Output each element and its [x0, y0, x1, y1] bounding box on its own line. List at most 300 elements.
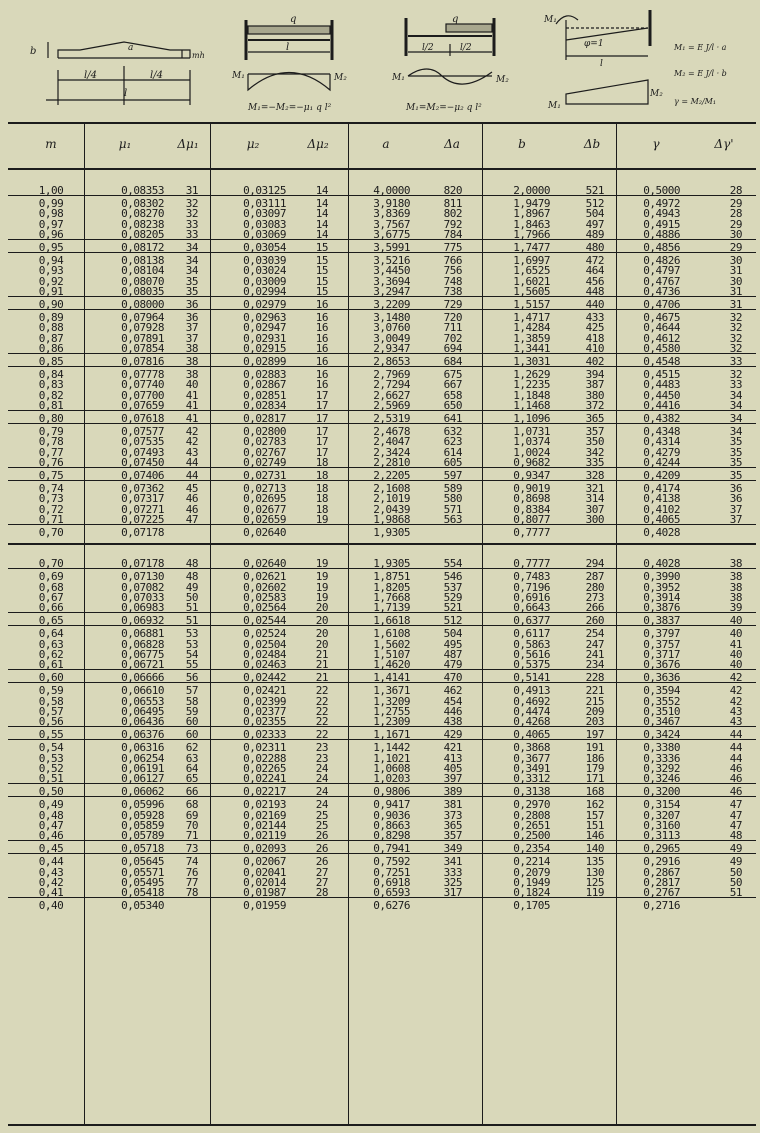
group-separator — [8, 296, 756, 297]
cell-m: 0,69 — [38, 570, 64, 584]
cell-b: 0,3491 — [513, 761, 550, 775]
cell-dmu1: 41 — [185, 388, 198, 402]
cell-mu1: 0,07130 — [121, 570, 164, 584]
cell-mu2: 0,02749 — [243, 455, 286, 469]
cell-a: 1,2309 — [373, 715, 410, 728]
cell-mu2: 0,02883 — [243, 368, 286, 382]
cell-mu1: 0,08238 — [121, 217, 164, 231]
cell-m: 0,63 — [38, 637, 64, 651]
cell-g: 0,4416 — [643, 398, 680, 412]
group-separator — [8, 682, 756, 683]
cell-dmu2: 17 — [315, 388, 328, 402]
cell-dmu1: 38 — [185, 355, 198, 368]
cell-dg: 44 — [729, 741, 742, 755]
cell-mu2: 0,03009 — [243, 274, 286, 288]
cell-b: 1,7966 — [513, 227, 550, 241]
cell-a: 2,1608 — [373, 482, 410, 496]
header-dmu1: Δμ₁ — [177, 137, 199, 151]
cell-a: 1,3209 — [373, 694, 410, 708]
cell-db: 294 — [585, 557, 604, 571]
cell-db: 186 — [585, 751, 604, 765]
cell-da: 487 — [443, 647, 462, 661]
cell-m: 0,78 — [38, 435, 64, 449]
cell-m: 0,88 — [38, 321, 64, 335]
cell-dmu1: 70 — [185, 818, 198, 832]
cell-a: 2,9347 — [373, 341, 410, 355]
cell-m: 0,72 — [38, 502, 64, 516]
cell-dg: 34 — [729, 388, 742, 402]
cell-b: 0,7196 — [513, 580, 550, 594]
cell-mu2: 0,02504 — [243, 637, 286, 651]
cell-dmu1: 43 — [185, 445, 198, 459]
cell-g: 0,4138 — [643, 492, 680, 506]
group-separator — [8, 353, 756, 354]
cell-b: 0,9682 — [513, 455, 550, 469]
cell-dg: 30 — [729, 274, 742, 288]
cell-da: 820 — [443, 184, 462, 197]
table-row — [8, 526, 756, 539]
cell-dmu1: 42 — [185, 435, 198, 449]
cell-mu1: 0,07082 — [121, 580, 164, 594]
cell-dmu1: 57 — [185, 684, 198, 698]
cell-da: 811 — [443, 197, 462, 211]
cell-da: 605 — [443, 455, 462, 469]
cell-db: 497 — [585, 217, 604, 231]
cell-dmu1: 54 — [185, 647, 198, 661]
cell-mu2: 0,02851 — [243, 388, 286, 402]
cell-m: 0,80 — [38, 412, 64, 425]
cell-g: 0,4915 — [643, 217, 680, 231]
cell-b: 1,3031 — [513, 355, 550, 368]
cell-b: 0,2500 — [513, 829, 550, 842]
header-b: b — [518, 137, 526, 151]
cell-mu2: 0,02484 — [243, 647, 286, 661]
cell-dmu1: 36 — [185, 311, 198, 325]
cell-da: 479 — [443, 658, 462, 671]
cell-dg: 51 — [729, 886, 742, 899]
cell-da: 421 — [443, 741, 462, 755]
cell-dmu2: 23 — [315, 751, 328, 765]
cell-dmu2: 16 — [315, 341, 328, 355]
cell-b: 1,6021 — [513, 274, 550, 288]
diagram4-formula-gamma: γ = M₂/M₁ — [674, 97, 717, 106]
cell-da: 470 — [443, 671, 462, 685]
cell-mu2: 0,02442 — [243, 671, 286, 685]
cell-mu1: 0,05718 — [121, 842, 164, 856]
cell-dmu1: 37 — [185, 331, 198, 345]
cell-m: 0,67 — [38, 590, 64, 604]
cell-mu2: 0,02899 — [243, 355, 286, 368]
cell-db: 241 — [585, 647, 604, 661]
cell-mu2: 0,03024 — [243, 264, 286, 278]
cell-mu1: 0,07493 — [121, 445, 164, 459]
cell-dmu1: 44 — [185, 469, 198, 482]
cell-dmu1: 78 — [185, 886, 198, 899]
cell-db: 197 — [585, 728, 604, 742]
cell-dmu2: 18 — [315, 455, 328, 469]
cell-g: 0,3636 — [643, 671, 680, 685]
cell-b: 0,2970 — [513, 798, 550, 812]
cell-dmu2: 20 — [315, 601, 328, 614]
cell-g: 0,4102 — [643, 502, 680, 516]
cell-mu2: 0,02817 — [243, 412, 286, 425]
cell-a: 1,0203 — [373, 772, 410, 785]
group-separator — [8, 625, 756, 626]
cell-m: 0,92 — [38, 274, 64, 288]
cell-g: 0,3424 — [643, 728, 680, 742]
cell-mu2: 0,02119 — [243, 829, 286, 842]
cell-dg: 46 — [729, 772, 742, 785]
cell-da: 397 — [443, 772, 462, 785]
cell-da: 684 — [443, 355, 462, 368]
cell-dmu1: 71 — [185, 829, 198, 842]
cell-da: 738 — [443, 284, 462, 298]
cell-b: 0,7777 — [513, 557, 550, 571]
cell-dmu2: 17 — [315, 425, 328, 439]
cell-dmu1: 37 — [185, 321, 198, 335]
cell-dmu1: 48 — [185, 557, 198, 571]
cell-dg: 31 — [729, 284, 742, 298]
cell-da: 748 — [443, 274, 462, 288]
cell-a: 0,9417 — [373, 798, 410, 812]
header-mu1: μ₁ — [118, 137, 132, 151]
cell-dmu1: 50 — [185, 590, 198, 604]
cell-dmu2: 19 — [315, 580, 328, 594]
cell-b: 1,4717 — [513, 311, 550, 325]
cell-b: 0,4692 — [513, 694, 550, 708]
cell-g: 0,3154 — [643, 798, 680, 812]
cell-dmu1: 32 — [185, 197, 198, 211]
cell-da: 537 — [443, 580, 462, 594]
cell-m: 0,84 — [38, 368, 64, 382]
cell-db: 234 — [585, 658, 604, 671]
cell-dmu1: 38 — [185, 368, 198, 382]
cell-g: 0,3200 — [643, 785, 680, 799]
cell-g: 0,2965 — [643, 842, 680, 856]
cell-db: 504 — [585, 207, 604, 221]
cell-b: 1,4284 — [513, 321, 550, 335]
cell-mu2: 0,02602 — [243, 580, 286, 594]
cell-m: 0,54 — [38, 741, 64, 755]
cell-g: 0,2716 — [643, 899, 680, 913]
cell-db: 365 — [585, 412, 604, 425]
cell-mu2: 0,03125 — [243, 184, 286, 197]
cell-dmu2: 24 — [315, 798, 328, 812]
cell-b: 1,1848 — [513, 388, 550, 402]
cell-dmu2: 24 — [315, 785, 328, 799]
cell-b: 0,2354 — [513, 842, 550, 856]
cell-b: 0,1705 — [513, 899, 550, 913]
cell-dmu1: 40 — [185, 378, 198, 392]
cell-m: 0,73 — [38, 492, 64, 506]
cell-b: 1,6997 — [513, 254, 550, 268]
cell-g: 0,3160 — [643, 818, 680, 832]
diagram1-mh-label: mh — [192, 51, 205, 60]
cell-mu1: 0,08138 — [121, 254, 164, 268]
group-separator — [8, 252, 756, 253]
cell-db: 162 — [585, 798, 604, 812]
cell-m: 0,52 — [38, 761, 64, 775]
cell-m: 0,82 — [38, 388, 64, 402]
diagrams-strip — [0, 0, 760, 122]
cell-m: 0,85 — [38, 355, 64, 368]
cell-mu1: 0,05495 — [121, 875, 164, 889]
cell-dg: 41 — [729, 637, 742, 651]
cell-b: 0,2214 — [513, 855, 550, 869]
diagram3-l2a-label: l/2 — [422, 43, 434, 53]
cell-dmu1: 60 — [185, 715, 198, 728]
cell-b: 0,9347 — [513, 469, 550, 482]
cell-db: 215 — [585, 694, 604, 708]
cell-mu1: 0,07928 — [121, 321, 164, 335]
diagram4-formula-m1: M₁ = E J/l · a — [674, 43, 727, 52]
diagram-arch-beam — [20, 0, 205, 122]
cell-dmu1: 32 — [185, 207, 198, 221]
cell-mu2: 0,02311 — [243, 741, 286, 755]
cell-da: 792 — [443, 217, 462, 231]
cell-b: 0,6117 — [513, 627, 550, 641]
cell-dmu2: 19 — [315, 557, 328, 571]
header-dgamma: Δγ' — [714, 137, 734, 151]
cell-dg: 42 — [729, 671, 742, 685]
cell-mu2: 0,02834 — [243, 398, 286, 412]
cell-g: 0,3757 — [643, 637, 680, 651]
cell-mu1: 0,08000 — [121, 298, 164, 311]
cell-da: 658 — [443, 388, 462, 402]
cell-dmu2: 19 — [315, 512, 328, 526]
cell-g: 0,3952 — [643, 580, 680, 594]
cell-a: 0,7592 — [373, 855, 410, 869]
cell-a: 0,7251 — [373, 865, 410, 879]
cell-g: 0,4209 — [643, 469, 680, 482]
group-separator — [8, 524, 756, 525]
cell-dmu2: 27 — [315, 875, 328, 889]
cell-m: 0,71 — [38, 512, 64, 526]
cell-m: 0,45 — [38, 842, 64, 856]
cell-dmu1: 53 — [185, 627, 198, 641]
cell-dg: 35 — [729, 469, 742, 482]
cell-dmu2: 20 — [315, 627, 328, 641]
cell-dmu2: 14 — [315, 227, 328, 241]
cell-mu1: 0,05789 — [121, 829, 164, 842]
cell-da: 720 — [443, 311, 462, 325]
cell-mu2: 0,02144 — [243, 818, 286, 832]
cell-m: 0,47 — [38, 818, 64, 832]
cell-mu1: 0,06191 — [121, 761, 164, 775]
cell-dmu2: 23 — [315, 741, 328, 755]
cell-dg: 34 — [729, 412, 742, 425]
cell-g: 0,3467 — [643, 715, 680, 728]
diagram2-m2-label: M₂ — [334, 73, 347, 83]
diagram4-m1b-label: M₁ — [548, 101, 561, 111]
cell-db: 328 — [585, 469, 604, 482]
cell-mu2: 0,02564 — [243, 601, 286, 614]
cell-g: 0,4580 — [643, 341, 680, 355]
cell-mu2: 0,03069 — [243, 227, 286, 241]
cell-dg: 38 — [729, 580, 742, 594]
cell-b: 0,1824 — [513, 886, 550, 899]
cell-dmu2: 22 — [315, 715, 328, 728]
cell-b: 1,0731 — [513, 425, 550, 439]
cell-mu1: 0,07406 — [121, 469, 164, 482]
cell-dmu1: 56 — [185, 671, 198, 685]
cell-dmu1: 73 — [185, 842, 198, 856]
cell-b: 0,6916 — [513, 590, 550, 604]
diagram1-l-label: l — [124, 88, 128, 99]
cell-g: 0,4706 — [643, 298, 680, 311]
cell-dg: 46 — [729, 785, 742, 799]
cell-dmu2: 25 — [315, 818, 328, 832]
section-divider — [8, 543, 756, 545]
coefficient-table — [8, 122, 756, 1126]
cell-db: 448 — [585, 284, 604, 298]
cell-dmu2: 18 — [315, 502, 328, 516]
cell-dg: 30 — [729, 254, 742, 268]
header-mu2: μ₂ — [246, 137, 260, 151]
cell-db: 425 — [585, 321, 604, 335]
cell-m: 0,60 — [38, 671, 64, 685]
cell-g: 0,4450 — [643, 388, 680, 402]
cell-db: 480 — [585, 241, 604, 254]
header-a: a — [382, 137, 390, 151]
cell-dg: 32 — [729, 341, 742, 355]
cell-a: 3,5991 — [373, 241, 410, 254]
cell-b: 0,2808 — [513, 808, 550, 822]
cell-mu1: 0,07740 — [121, 378, 164, 392]
cell-a: 0,6918 — [373, 875, 410, 889]
cell-dmu2: 28 — [315, 886, 328, 899]
cell-dg: 40 — [729, 627, 742, 641]
cell-m: 0,70 — [38, 526, 64, 539]
cell-dmu2: 26 — [315, 855, 328, 869]
cell-dg: 33 — [729, 378, 742, 392]
cell-db: 521 — [585, 184, 604, 197]
diagram1-b-label: b — [30, 46, 37, 57]
cell-da: 702 — [443, 331, 462, 345]
cell-mu1: 0,07816 — [121, 355, 164, 368]
cell-b: 0,2651 — [513, 818, 550, 832]
group-separator — [8, 840, 756, 841]
cell-dg: 47 — [729, 808, 742, 822]
cell-mu1: 0,06932 — [121, 614, 164, 628]
cell-db: 372 — [585, 398, 604, 412]
diagram-half-load — [388, 0, 528, 122]
cell-a: 1,7668 — [373, 590, 410, 604]
cell-mu1: 0,07577 — [121, 425, 164, 439]
cell-dg: 46 — [729, 761, 742, 775]
cell-da: 675 — [443, 368, 462, 382]
cell-g: 0,4515 — [643, 368, 680, 382]
cell-dmu1: 34 — [185, 264, 198, 278]
cell-dmu2: 20 — [315, 614, 328, 628]
cell-m: 0,95 — [38, 241, 64, 254]
cell-dg: 32 — [729, 311, 742, 325]
cell-a: 1,5602 — [373, 637, 410, 651]
diagram3-l2b-label: l/2 — [460, 43, 472, 53]
header-m: m — [45, 137, 57, 151]
cell-db: 125 — [585, 875, 604, 889]
cell-mu2: 0,03054 — [243, 241, 286, 254]
cell-b: 1,5605 — [513, 284, 550, 298]
group-separator — [8, 467, 756, 468]
cell-db: 307 — [585, 502, 604, 516]
diagram4-l-label: l — [600, 59, 603, 69]
cell-mu2: 0,02014 — [243, 875, 286, 889]
cell-m: 0,51 — [38, 772, 64, 785]
cell-db: 221 — [585, 684, 604, 698]
cell-m: 0,66 — [38, 601, 64, 614]
cell-mu1: 0,07535 — [121, 435, 164, 449]
cell-db: 440 — [585, 298, 604, 311]
cell-m: 0,58 — [38, 694, 64, 708]
cell-b: 0,4065 — [513, 728, 550, 742]
cell-mu2: 0,02041 — [243, 865, 286, 879]
cell-dg: 32 — [729, 321, 742, 335]
cell-mu1: 0,06316 — [121, 741, 164, 755]
cell-da: 623 — [443, 435, 462, 449]
cell-a: 2,0439 — [373, 502, 410, 516]
cell-dg: 31 — [729, 298, 742, 311]
cell-mu1: 0,06553 — [121, 694, 164, 708]
cell-a: 0,8298 — [373, 829, 410, 842]
cell-a: 1,6108 — [373, 627, 410, 641]
cell-mu2: 0,02677 — [243, 502, 286, 516]
cell-da: 711 — [443, 321, 462, 335]
diagram3-q-label: q — [452, 14, 459, 25]
cell-dg: 49 — [729, 842, 742, 856]
cell-db: 151 — [585, 818, 604, 832]
cell-b: 2,0000 — [513, 184, 550, 197]
cell-da: 756 — [443, 264, 462, 278]
cell-dmu2: 15 — [315, 284, 328, 298]
cell-m: 0,50 — [38, 785, 64, 799]
cell-dmu2: 26 — [315, 829, 328, 842]
cell-dg: 35 — [729, 445, 742, 459]
cell-dg: 43 — [729, 704, 742, 718]
cell-da: 512 — [443, 614, 462, 628]
cell-dmu2: 22 — [315, 728, 328, 742]
cell-m: 0,99 — [38, 197, 64, 211]
cell-b: 0,3868 — [513, 741, 550, 755]
cell-dg: 28 — [729, 207, 742, 221]
cell-db: 273 — [585, 590, 604, 604]
cell-g: 0,4548 — [643, 355, 680, 368]
cell-a: 1,9868 — [373, 512, 410, 526]
cell-a: 1,3671 — [373, 684, 410, 698]
cell-da: 405 — [443, 761, 462, 775]
cell-a: 1,0608 — [373, 761, 410, 775]
cell-dmu2: 17 — [315, 445, 328, 459]
cell-b: 0,5141 — [513, 671, 550, 685]
cell-dmu2: 25 — [315, 808, 328, 822]
cell-mu2: 0,03083 — [243, 217, 286, 231]
cell-m: 0,83 — [38, 378, 64, 392]
cell-dmu2: 16 — [315, 298, 328, 311]
cell-g: 0,3837 — [643, 614, 680, 628]
cell-mu1: 0,06495 — [121, 704, 164, 718]
group-separator — [8, 568, 756, 569]
cell-mu2: 0,02621 — [243, 570, 286, 584]
cell-dmu1: 66 — [185, 785, 198, 799]
diagram1-l4b-label: l/4 — [150, 70, 163, 81]
cell-mu1: 0,07450 — [121, 455, 164, 469]
cell-dmu2: 17 — [315, 412, 328, 425]
cell-a: 0,9806 — [373, 785, 410, 799]
group-separator — [8, 612, 756, 613]
cell-g: 0,4382 — [643, 412, 680, 425]
cell-a: 1,1442 — [373, 741, 410, 755]
cell-g: 0,2867 — [643, 865, 680, 879]
